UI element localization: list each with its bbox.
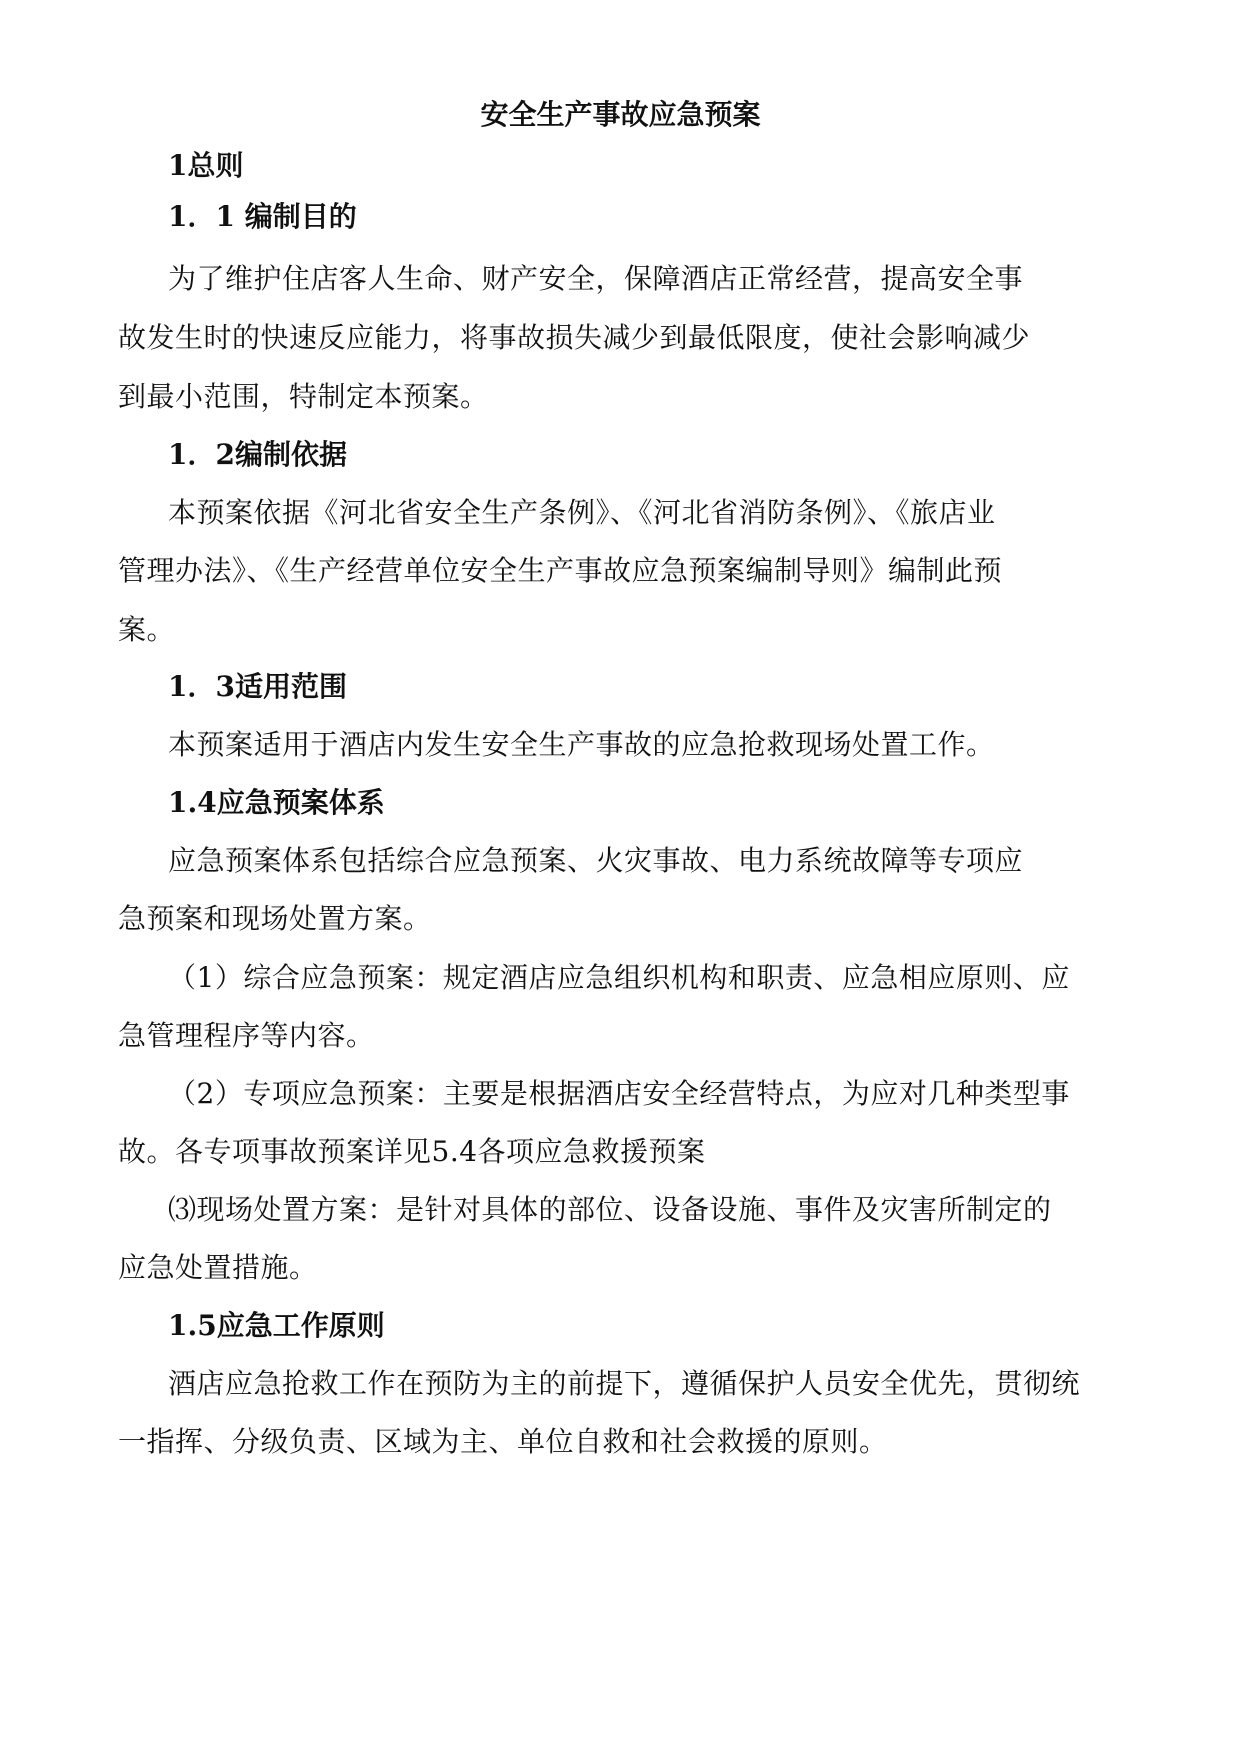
paragraph-line: 本预案适用于酒店内发生安全生产事故的应急抢救现场处置工作。	[168, 728, 995, 761]
paragraph-line: 应急预案体系包括综合应急预案、火灾事故、电力系统故障等专项应	[168, 844, 1024, 877]
section-heading-1-1: 1．1 编制目的	[168, 200, 357, 233]
section-heading-1: 1总则	[168, 149, 244, 182]
paragraph-line: ⑶现场处置方案：是针对具体的部位、设备设施、事件及灾害所制定的	[168, 1193, 1052, 1226]
paragraph-line: 本预案依据《河北省安全生产条例》、《河北省消防条例》、《旅店业	[168, 496, 996, 529]
paragraph-line: 急预案和现场处置方案。	[118, 902, 432, 935]
section-heading-1-5: 1.5应急工作原则	[168, 1309, 385, 1342]
paragraph-line: （1）综合应急预案：规定酒店应急组织机构和职责、应急相应原则、应	[168, 961, 1070, 994]
paragraph-line: 故。各专项事故预案详见5.4各项应急救援预案	[118, 1135, 706, 1168]
section-heading-1-3: 1．3适用范围	[168, 670, 347, 703]
paragraph-line: 管理办法》、《生产经营单位安全生产事故应急预案编制导则》编制此预	[118, 554, 1003, 587]
paragraph-line: （2）专项应急预案：主要是根据酒店安全经营特点，为应对几种类型事	[168, 1077, 1070, 1110]
paragraph-line: 急管理程序等内容。	[118, 1019, 375, 1052]
paragraph-line: 酒店应急抢救工作在预防为主的前提下，遵循保护人员安全优先，贯彻统	[168, 1367, 1081, 1400]
paragraph-line: 故发生时的快速反应能力，将事故损失减少到最低限度，使社会影响减少	[118, 321, 1031, 354]
paragraph-line: 案。	[118, 613, 176, 646]
paragraph-line: 一指挥、分级负责、区域为主、单位自救和社会救援的原则。	[118, 1425, 888, 1458]
paragraph-line: 到最小范围，特制定本预案。	[118, 380, 489, 413]
section-heading-1-2: 1．2编制依据	[168, 438, 347, 471]
paragraph-line: 应急处置措施。	[118, 1251, 318, 1284]
section-heading-1-4: 1.4应急预案体系	[168, 786, 385, 819]
paragraph-line: 为了维护住店客人生命、财产安全，保障酒店正常经营，提高安全事	[168, 262, 1024, 295]
document-title: 安全生产事故应急预案	[480, 98, 761, 131]
